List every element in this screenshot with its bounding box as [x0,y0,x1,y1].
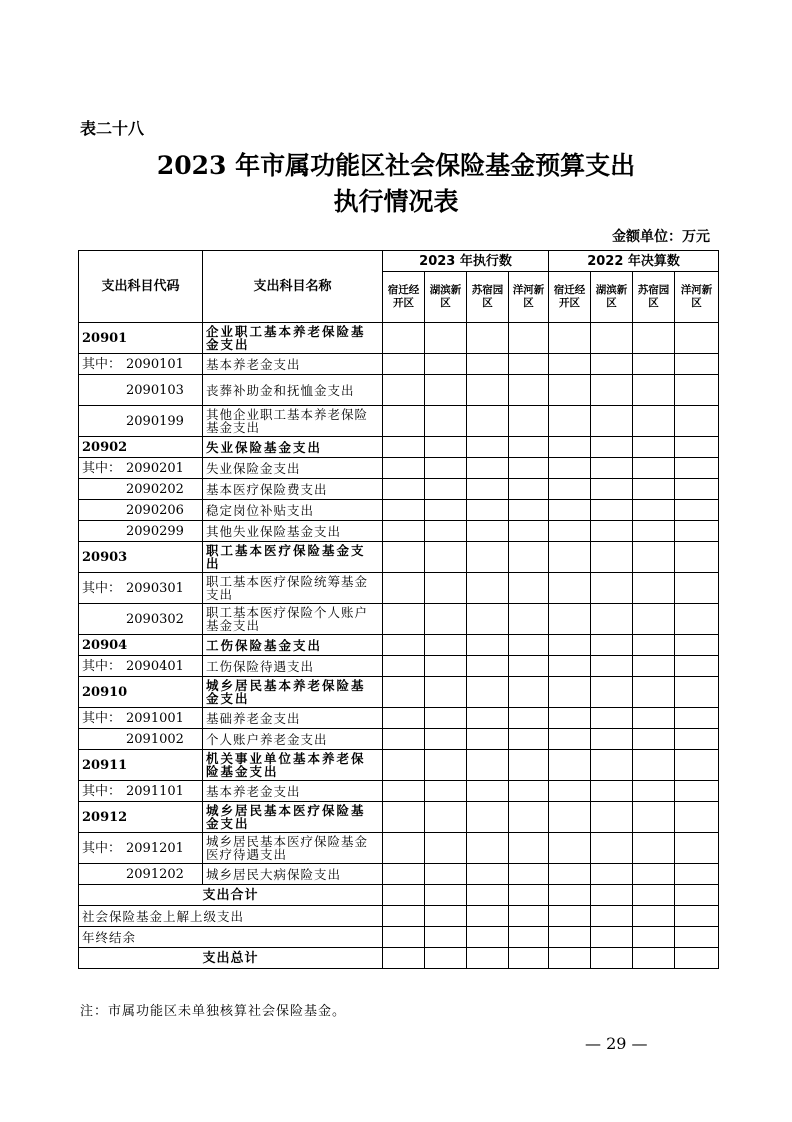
code-cell [79,729,203,750]
value-cell [425,437,467,458]
table-row [79,656,719,677]
value-cell [425,750,467,781]
value-cell [383,500,425,521]
value-cell [425,323,467,354]
value-cell [383,521,425,542]
value-cell [633,708,675,729]
code-value: 2090201 [126,460,184,476]
value-cell [383,864,425,885]
name-cell: 稳定岗位补贴支出 [203,500,383,521]
value-cell [591,573,633,604]
code-value: 20911 [82,757,128,773]
code-value: 2090101 [126,356,184,372]
value-cell [675,864,719,885]
value-cell [425,573,467,604]
value-cell [383,729,425,750]
value-cell [383,635,425,656]
name-cell: 城乡居民大病保险支出 [203,864,383,885]
value-cell [383,677,425,708]
value-cell [675,542,719,573]
value-cell [509,604,549,635]
name-cell: 其他企业职工基本养老保险基金支出 [203,406,383,437]
value-cell [425,656,467,677]
code-value: 2091001 [126,710,184,726]
value-cell [509,802,549,833]
value-cell [549,802,591,833]
code-cell [79,802,203,833]
code-cell [79,323,203,354]
value-cell [509,458,549,479]
transfer-label: 社会保险基金上解上级支出 [79,906,383,927]
table-row [79,750,719,781]
code-value: 2091201 [126,840,184,856]
value-cell [383,573,425,604]
value-cell [425,729,467,750]
value-cell [675,750,719,781]
amount-unit: 金额单位：万元 [612,229,710,245]
code-value: 2090103 [126,382,184,398]
value-cell [509,781,549,802]
value-cell [633,750,675,781]
table-row [79,375,719,406]
value-cell [425,604,467,635]
code-cell [79,542,203,573]
value-cell [591,781,633,802]
value-cell [675,406,719,437]
value-cell [425,500,467,521]
value-cell [467,729,509,750]
value-cell [633,323,675,354]
value-cell [633,542,675,573]
code-cell [79,354,203,375]
value-cell [633,635,675,656]
name-cell: 城乡居民基本医疗保险基金医疗待遇支出 [203,833,383,864]
value-cell [591,833,633,864]
balance-label: 年终结余 [79,927,383,948]
value-cell [383,604,425,635]
value-cell [633,500,675,521]
code-prefix: 其中： [82,710,122,726]
value-cell [675,437,719,458]
table-body [79,323,719,885]
code-cell [79,781,203,802]
table-row [79,573,719,604]
code-cell [79,437,203,458]
value-cell [509,354,549,375]
code-value: 2090401 [126,658,184,674]
value-cell [383,833,425,864]
value-cell [467,479,509,500]
code-value: 20902 [82,439,128,455]
value-cell [591,604,633,635]
value-cell [591,708,633,729]
value-cell [549,375,591,406]
value-cell [467,375,509,406]
value-cell [383,542,425,573]
value-cell [467,354,509,375]
value-cell [675,677,719,708]
value-cell [509,375,549,406]
name-cell: 基础养老金支出 [203,708,383,729]
name-cell: 职工基本医疗保险基金支出 [203,542,383,573]
value-cell [549,521,591,542]
value-cell [425,354,467,375]
value-cell [467,708,509,729]
value-cell [383,479,425,500]
value-cell [549,573,591,604]
total-label: 支出总计 [79,948,383,969]
value-cell [383,708,425,729]
code-value: 2090199 [126,413,184,429]
subheader-cell: 苏宿园区 [633,272,675,323]
value-cell [509,677,549,708]
code-prefix: 其中： [82,580,122,596]
value-cell [591,864,633,885]
name-cell: 基本养老金支出 [203,781,383,802]
value-cell [425,406,467,437]
code-value: 20903 [82,549,128,565]
name-cell: 职工基本医疗保险统筹基金支出 [203,573,383,604]
value-cell [383,375,425,406]
value-cell [591,802,633,833]
value-cell [591,750,633,781]
value-cell [549,479,591,500]
value-cell [549,729,591,750]
value-cell [633,458,675,479]
value-cell [467,864,509,885]
value-cell [591,729,633,750]
subheader-cell: 宿迁经开区 [549,272,591,323]
value-cell [509,521,549,542]
value-cell [549,542,591,573]
value-cell [509,833,549,864]
value-cell [591,323,633,354]
table-row [79,354,719,375]
value-cell [591,406,633,437]
header-group-2023: 2023 年执行数 [383,251,549,272]
value-cell [633,521,675,542]
name-cell: 其他失业保险基金支出 [203,521,383,542]
code-cell [79,708,203,729]
value-cell [675,500,719,521]
value-cell [633,781,675,802]
code-value: 2091101 [126,783,184,799]
value-cell [467,656,509,677]
value-cell [549,750,591,781]
value-cell [633,864,675,885]
value-cell [467,677,509,708]
value-cell [675,354,719,375]
value-cell [549,500,591,521]
value-cell [467,323,509,354]
value-cell [467,802,509,833]
value-cell [467,542,509,573]
value-cell [591,542,633,573]
value-cell [675,656,719,677]
code-cell [79,406,203,437]
page-number: — 29 — [585,1034,648,1053]
code-cell [79,677,203,708]
name-cell: 工伤保险基金支出 [203,635,383,656]
table-row [79,833,719,864]
code-cell [79,864,203,885]
name-cell: 基本养老金支出 [203,354,383,375]
value-cell [549,781,591,802]
subheader-cell: 湖滨新区 [591,272,633,323]
value-cell [675,521,719,542]
value-cell [425,375,467,406]
value-cell [549,635,591,656]
value-cell [467,458,509,479]
value-cell [509,406,549,437]
value-cell [467,635,509,656]
name-cell: 职工基本医疗保险个人账户基金支出 [203,604,383,635]
name-cell: 基本医疗保险费支出 [203,479,383,500]
code-cell [79,479,203,500]
value-cell [549,656,591,677]
value-cell [549,406,591,437]
value-cell [383,437,425,458]
header-code: 支出科目代码 [79,251,203,323]
value-cell [425,708,467,729]
table-label: 表二十八 [80,119,145,138]
value-cell [549,354,591,375]
name-cell: 工伤保险待遇支出 [203,656,383,677]
value-cell [383,458,425,479]
table-row [79,604,719,635]
subtotal-label: 支出合计 [79,885,383,906]
code-value: 2090302 [126,611,184,627]
code-cell [79,656,203,677]
table-row [79,542,719,573]
value-cell [509,750,549,781]
page-title-line2: 执行情况表 [333,187,459,216]
code-cell [79,500,203,521]
value-cell [467,406,509,437]
value-cell [633,375,675,406]
header-name: 支出科目名称 [203,251,383,323]
budget-table [78,250,719,969]
value-cell [509,479,549,500]
value-cell [509,323,549,354]
table-row [79,708,719,729]
value-cell [509,573,549,604]
code-prefix: 其中： [82,460,122,476]
value-cell [467,500,509,521]
value-cell [633,604,675,635]
value-cell [509,500,549,521]
value-cell [591,375,633,406]
value-cell [591,354,633,375]
value-cell [633,729,675,750]
value-cell [425,479,467,500]
table-row [79,500,719,521]
code-value: 20904 [82,637,128,653]
value-cell [591,635,633,656]
subheader-cell: 洋河新区 [675,272,719,323]
value-cell [633,406,675,437]
name-cell: 城乡居民基本医疗保险基金支出 [203,802,383,833]
footnote: 注：市属功能区未单独核算社会保险基金。 [80,1004,347,1019]
code-prefix: 其中： [82,840,122,856]
value-cell [425,458,467,479]
value-cell [675,323,719,354]
name-cell: 个人账户养老金支出 [203,729,383,750]
table-row [79,677,719,708]
value-cell [633,656,675,677]
value-cell [633,677,675,708]
code-value: 2090301 [126,580,184,596]
subheader-cell: 湖滨新区 [425,272,467,323]
value-cell [383,656,425,677]
value-cell [467,437,509,458]
name-cell: 企业职工基本养老保险基金支出 [203,323,383,354]
table-row [79,323,719,354]
value-cell [591,656,633,677]
value-cell [509,708,549,729]
value-cell [467,521,509,542]
value-cell [425,542,467,573]
name-cell: 城乡居民基本养老保险基金支出 [203,677,383,708]
value-cell [509,729,549,750]
value-cell [425,677,467,708]
code-cell [79,833,203,864]
value-cell [675,458,719,479]
value-cell [509,656,549,677]
code-value: 2090206 [126,502,184,518]
value-cell [509,437,549,458]
value-cell [591,500,633,521]
table-row [79,521,719,542]
table-row [79,802,719,833]
value-cell [425,781,467,802]
subheader-cell: 苏宿园区 [467,272,509,323]
table-row [79,635,719,656]
name-cell: 失业保险金支出 [203,458,383,479]
value-cell [675,604,719,635]
value-cell [509,864,549,885]
code-value: 2090299 [126,523,184,539]
subheader-cell: 洋河新区 [509,272,549,323]
subheader-cell: 宿迁经开区 [383,272,425,323]
code-value: 2090202 [126,481,184,497]
table-row [79,437,719,458]
value-cell [549,323,591,354]
value-cell [383,323,425,354]
value-cell [591,437,633,458]
code-cell [79,521,203,542]
value-cell [633,802,675,833]
value-cell [425,833,467,864]
value-cell [549,458,591,479]
code-cell [79,458,203,479]
value-cell [383,781,425,802]
value-cell [549,437,591,458]
value-cell [675,833,719,864]
code-cell [79,375,203,406]
value-cell [675,729,719,750]
table-row [79,864,719,885]
value-cell [467,781,509,802]
value-cell [467,833,509,864]
code-cell [79,635,203,656]
code-cell [79,604,203,635]
value-cell [467,750,509,781]
code-prefix: 其中： [82,356,122,372]
value-cell [549,604,591,635]
value-cell [675,708,719,729]
table-row [79,406,719,437]
code-value: 2091202 [126,866,184,882]
value-cell [509,542,549,573]
code-cell [79,573,203,604]
value-cell [675,635,719,656]
value-cell [633,437,675,458]
value-cell [633,354,675,375]
value-cell [675,479,719,500]
value-cell [425,635,467,656]
value-cell [467,604,509,635]
code-value: 20901 [82,330,128,346]
value-cell [591,458,633,479]
table-row [79,781,719,802]
value-cell [633,573,675,604]
name-cell: 丧葬补助金和抚恤金支出 [203,375,383,406]
code-prefix: 其中： [82,658,122,674]
value-cell [383,354,425,375]
value-cell [425,802,467,833]
name-cell: 机关事业单位基本养老保险基金支出 [203,750,383,781]
table-row [79,479,719,500]
page-title-line1: 2023 年市属功能区社会保险基金预算支出 [156,151,636,180]
value-cell [591,521,633,542]
value-cell [675,375,719,406]
code-value: 20912 [82,809,128,825]
value-cell [675,781,719,802]
value-cell [549,864,591,885]
value-cell [549,677,591,708]
value-cell [633,479,675,500]
table-row [79,458,719,479]
table-row [79,729,719,750]
code-value: 20910 [82,684,128,700]
value-cell [467,573,509,604]
value-cell [425,521,467,542]
value-cell [549,833,591,864]
value-cell [675,802,719,833]
value-cell [383,802,425,833]
value-cell [425,864,467,885]
value-cell [549,708,591,729]
value-cell [383,406,425,437]
value-cell [383,750,425,781]
value-cell [509,635,549,656]
code-value: 2091002 [126,731,184,747]
code-cell [79,750,203,781]
name-cell: 失业保险基金支出 [203,437,383,458]
value-cell [675,573,719,604]
value-cell [591,479,633,500]
header-group-2022: 2022 年决算数 [549,251,719,272]
value-cell [633,833,675,864]
code-prefix: 其中： [82,783,122,799]
value-cell [591,677,633,708]
